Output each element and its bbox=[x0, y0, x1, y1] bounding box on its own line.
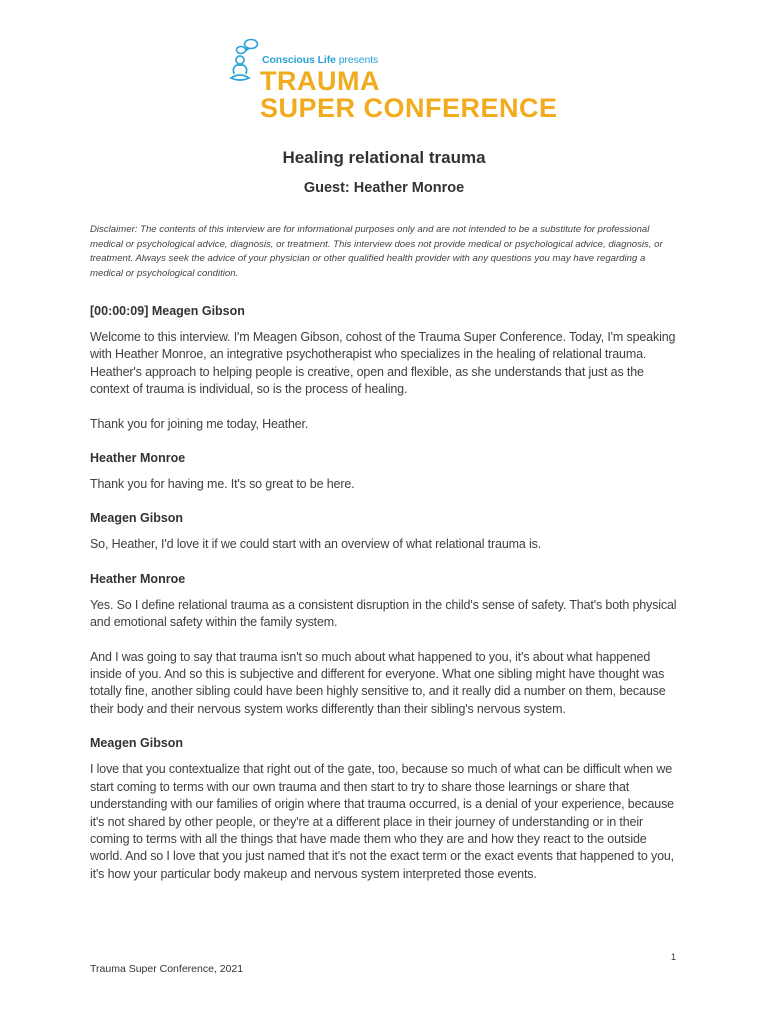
speaker-name: Meagen Gibson bbox=[90, 511, 184, 526]
brand-line-1: TRAUMA bbox=[260, 66, 380, 96]
presenter-line bbox=[262, 54, 378, 66]
speaker-name: [00:00:09] Meagen Gibson bbox=[90, 304, 245, 318]
document-title: Healing relational trauma bbox=[282, 148, 486, 167]
transcript-turn bbox=[90, 510, 680, 553]
transcript-paragraph: Welcome to this interview. I'm Meagen Gibson, cohost of the Trauma Super Conference. Today, I'm speaking with Heather Monroe, an integrative psychotherapist who specializes in the healing of relational trauma. Heather's approach to helping people is creative, open and flexible, as she understands that just as the context of trauma is individual, so is the process of healing. bbox=[90, 330, 676, 397]
page-number: 1 bbox=[671, 952, 677, 962]
presents-text: presents bbox=[338, 54, 379, 66]
brand-line-2: SUPER CONFERENCE bbox=[260, 93, 558, 123]
guest-subtitle: Guest: Heather Monroe bbox=[303, 180, 465, 196]
transcript-turn bbox=[90, 303, 680, 433]
presenter-name: Conscious Life bbox=[262, 54, 336, 66]
page-footer: Trauma Super Conference, 2021 bbox=[90, 963, 244, 975]
transcript-paragraph: So, Heather, I'd love it if we could start with an overview of what relational trauma is. bbox=[90, 537, 542, 552]
conference-logo bbox=[229, 38, 558, 128]
speaker-name: Heather Monroe bbox=[90, 571, 186, 586]
meditating-figure-icon bbox=[229, 38, 263, 82]
transcript-paragraph: I love that you contextualize that right out of the gate, too, because so much of what can be difficult when we start coming to terms with our own trauma and then start to try to share those learnings or share that understanding with our families of origin where that trauma occurred, is a denial of your experience, because it's not shared by other people, or they're at a different place in their journey of understanding or in their coming to terms with all the things that have made them who they are and how they react to the outside world. And so I love that you just named that it's not the exact term or the exact events that happened to you, it's how your particular body makeup and nervous system interpreted those events. bbox=[90, 762, 675, 881]
speaker-name: Heather Monroe bbox=[90, 451, 186, 466]
transcript-turn bbox=[90, 735, 680, 883]
transcript bbox=[90, 303, 680, 900]
transcript-turn bbox=[90, 571, 680, 718]
transcript-paragraph: Yes. So I define relational trauma as a consistent disruption in the child's sense of safety. That's both physical and emotional safety within the family system. bbox=[90, 597, 677, 630]
transcript-paragraph: Thank you for joining me today, Heather. bbox=[90, 416, 309, 431]
transcript-turn bbox=[90, 450, 680, 493]
disclaimer: Disclaimer: The contents of this interview are for informational purposes only and are not intended to be a substitute for professional medical or psychological advice, diagnosis, or treatment. This interview does not provide medical or psychological advice, diagnosis, or treatment. Always seek the advice of your physician or other qualified health provider with any questions you may have regarding a medical or psychological condition. bbox=[90, 224, 663, 279]
transcript-paragraph: Thank you for having me. It's so great to be here. bbox=[90, 477, 355, 492]
speaker-name: Meagen Gibson bbox=[90, 736, 184, 751]
transcript-paragraph: And I was going to say that trauma isn't so much about what happened to you, it's about what happened inside of you. And so this is subjective and different for everyone. What one sibling might have thought was totally fine, another sibling could have been highly sensitive to, and it really did a number on them, because their body and their nervous system works differently than their sibling's nervous system. bbox=[90, 649, 666, 716]
